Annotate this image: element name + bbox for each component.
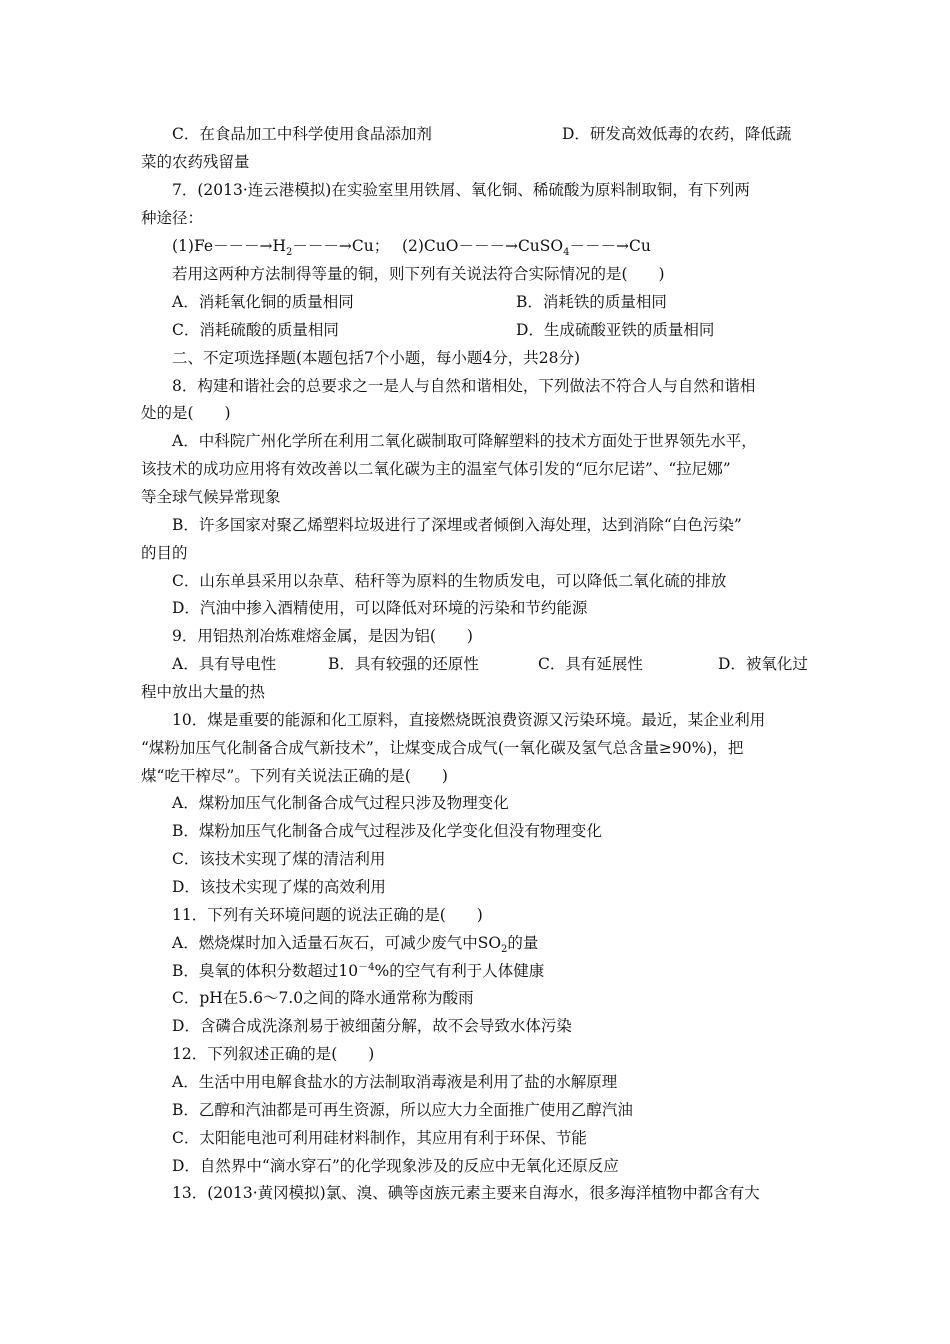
q12-option-d: D．自然界中“滴水穿石”的化学现象涉及的反应中无氧化还原反应 xyxy=(172,1157,619,1175)
q7-route-2: (2)CuO－－－→CuSO$_4$－－－→Cu xyxy=(401,237,651,259)
q6-option-c: C．在食品加工中科学使用食品添加剂 xyxy=(172,125,432,143)
q8-option-a-cont: 该技术的成功应用将有效改善以二氧化碳为主的温室气体引发的“厄尔尼诺”、“拉尼娜” xyxy=(141,460,731,478)
q10-stem-cont2: 煤“吃干榨尽”。下列有关说法正确的是( ) xyxy=(141,767,448,785)
q7-option-b: B．消耗铁的质量相同 xyxy=(516,293,667,311)
q9-option-a: A．具有导电性 xyxy=(172,655,277,673)
q11-option-b: B．臭氧的体积分数超过$10^{-4}\%$的空气有利于人体健康 xyxy=(172,961,545,980)
q8-option-a-cont2: 等全球气候异常现象 xyxy=(141,488,281,506)
q13-stem: 13．(2013·黄冈模拟)氯、溴、碘等卤族元素主要来自海水，很多海洋植物中都含有大 xyxy=(172,1184,760,1202)
q10-option-d: D．该技术实现了煤的高效利用 xyxy=(172,878,386,896)
q10-stem-cont: “煤粉加压气化制备合成气新技术”，让煤变成合成气(一氧化碳及氢气总含量≥90%)，把 xyxy=(141,739,744,757)
q9-option-c: C．具有延展性 xyxy=(538,655,643,673)
q7-option-d: D．生成硫酸亚铁的质量相同 xyxy=(516,321,715,339)
q8-stem-cont: 处的是( ) xyxy=(141,404,231,422)
q9-stem: 9．用铝热剂冶炼难熔金属，是因为铝( ) xyxy=(172,627,473,645)
q12-stem: 12．下列叙述正确的是( ) xyxy=(172,1045,375,1063)
q12-option-c: C．太阳能电池可利用硅材料制作，其应用有利于环保、节能 xyxy=(172,1129,587,1147)
q7-option-c: C．消耗硫酸的质量相同 xyxy=(172,321,339,339)
q11-option-c: C．pH在5.6～7.0之间的降水通常称为酸雨 xyxy=(172,989,474,1007)
q8-option-b: B．许多国家对聚乙烯塑料垃圾进行了深埋或者倾倒入海处理，达到消除“白色污染” xyxy=(172,516,742,534)
q11-stem: 11．下列有关环境问题的说法正确的是( ) xyxy=(172,906,483,924)
q7-question: 若用这两种方法制得等量的铜，则下列有关说法符合实际情况的是( ) xyxy=(172,265,665,283)
q11-option-d: D．含磷合成洗涤剂易于被细菌分解，故不会导致水体污染 xyxy=(172,1017,572,1035)
section-heading: 二、不定项选择题(本题包括7个小题，每小题4分，共28分) xyxy=(172,349,581,367)
q6-option-d: D．研发高效低毒的农药，降低蔬 xyxy=(562,125,792,143)
q8-stem: 8．构建和谐社会的总要求之一是人与自然和谐相处，下列做法不符合人与自然和谐相 xyxy=(172,377,756,395)
q8-option-c: C．山东单县采用以杂草、秸秆等为原料的生物质发电，可以降低二氧化硫的排放 xyxy=(172,572,727,590)
q12-option-a: A．生活中用电解食盐水的方法制取消毒液是利用了盐的水解原理 xyxy=(172,1073,618,1091)
q8-option-d: D．汽油中掺入酒精使用，可以降低对环境的污染和节约能源 xyxy=(172,599,588,617)
q7-stem: 7．(2013·连云港模拟)在实验室里用铁屑、氧化铜、稀硫酸为原料制取铜，有下列两 xyxy=(172,181,750,199)
q10-option-c: C．该技术实现了煤的清洁利用 xyxy=(172,850,386,868)
q9-option-d: D．被氧化过 xyxy=(718,655,808,673)
q9-option-d-cont: 程中放出大量的热 xyxy=(141,683,266,701)
q11-option-a: A．燃烧煤时加入适量石灰石，可减少废气中$SO_2$的量 xyxy=(172,934,539,956)
q6-option-d-cont: 菜的农药残留量 xyxy=(141,153,250,171)
q7-option-a: A．消耗氧化铜的质量相同 xyxy=(172,293,354,311)
q10-option-b: B．煤粉加压气化制备合成气过程涉及化学变化但没有物理变化 xyxy=(172,822,602,840)
q10-option-a: A．煤粉加压气化制备合成气过程只涉及物理变化 xyxy=(172,794,509,812)
q8-option-a: A．中科院广州化学所在利用二氧化碳制取可降解塑料的技术方面处于世界领先水平， xyxy=(172,432,757,450)
q10-stem: 10．煤是重要的能源和化工原料，直接燃烧既浪费资源又污染环境。最近，某企业利用 xyxy=(172,711,766,729)
q9-option-b: B．具有较强的还原性 xyxy=(328,655,479,673)
q8-option-b-cont: 的目的 xyxy=(141,544,188,562)
q7-routes xyxy=(172,236,651,259)
q7-stem-cont: 种途径： xyxy=(141,209,204,227)
q7-route-1: $(1)Fe---\to H_2---\to Cu$； xyxy=(172,237,382,259)
q12-option-b: B．乙醇和汽油都是可再生资源，所以应大力全面推广使用乙醇汽油 xyxy=(172,1101,633,1119)
